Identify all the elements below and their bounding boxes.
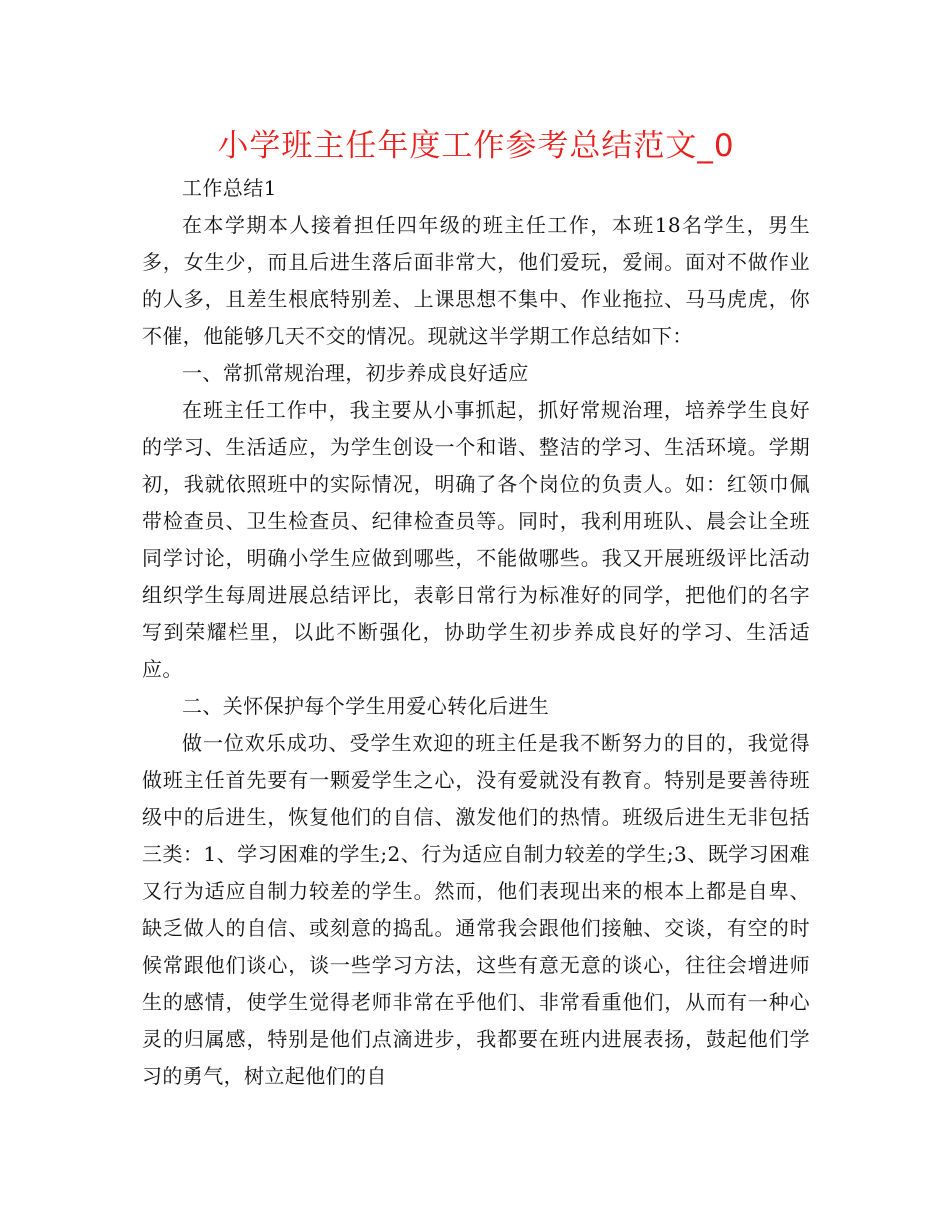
paragraph-section-2: 做一位欢乐成功、受学生欢迎的班主任是我不断努力的目的，我觉得做班主任首先要有一颗爱学生之心，没有爱就没有教育。特别是要善待班级中的后进生，恢复他们的自信、激发他们的热情。班级后进生无非包括三类：1、学习困难的学生;2、行为适应自制力较差的学生;3、既学习困难又行为适应自制力较差的学生。然而，他们表现出来的根本上都是自卑、缺乏做人的自信、或刻意的捣乱。通常我会跟他们接触、交谈，有空的时候常跟他们谈心，谈一些学习方法，这些有意无意的谈心，往往会增进师生的感情，使学生觉得老师非常在乎他们、非常看重他们，从而有一种心灵的归属感，特别是他们点滴进步，我都要在班内进展表扬，鼓起他们学习的勇气，树立起他们的自: [142, 731, 810, 1088]
document-page: [142, 124, 810, 1095]
paragraph-section-1: 在班主任工作中，我主要从小事抓起，抓好常规治理，培养学生良好的学习、生活适应，为学生创设一个和谐、整洁的学习、生活环境。学期初，我就依照班中的实际情况，明确了各个岗位的负责人。如：红领巾佩带检查员、卫生检查员、纪律检查员等。同时，我利用班队、晨会让全班同学讨论，明确小学生应做到哪些，不能做哪些。我又开展班级评比活动组织学生每周进展总结评比，表彰日常行为标准好的同学，把他们的名字写到荣耀栏里，以此不断强化，协助学生初步养成良好的学习、生活适应。: [142, 398, 810, 681]
document-title: 小学班主任年度工作参考总结范文_0: [217, 128, 735, 164]
section-heading-1: 一、常抓常规治理，初步养成良好适应: [182, 361, 529, 385]
paragraph-intro: 在本学期本人接着担任四年级的班主任工作，本班18名学生，男生多，女生少，而且后进生落后面非常大，他们爱玩，爱闹。面对不做作业的人多，且差生根底特别差、上课思想不集中、作业拖拉、马马虎虎，你不催，他能够几天不交的情况。现就这半学期工作总结如下：: [142, 213, 810, 348]
section-heading-2: 二、关怀保护每个学生用爱心转化后进生: [182, 694, 550, 718]
paragraph-subtitle: 工作总结1: [182, 176, 277, 200]
